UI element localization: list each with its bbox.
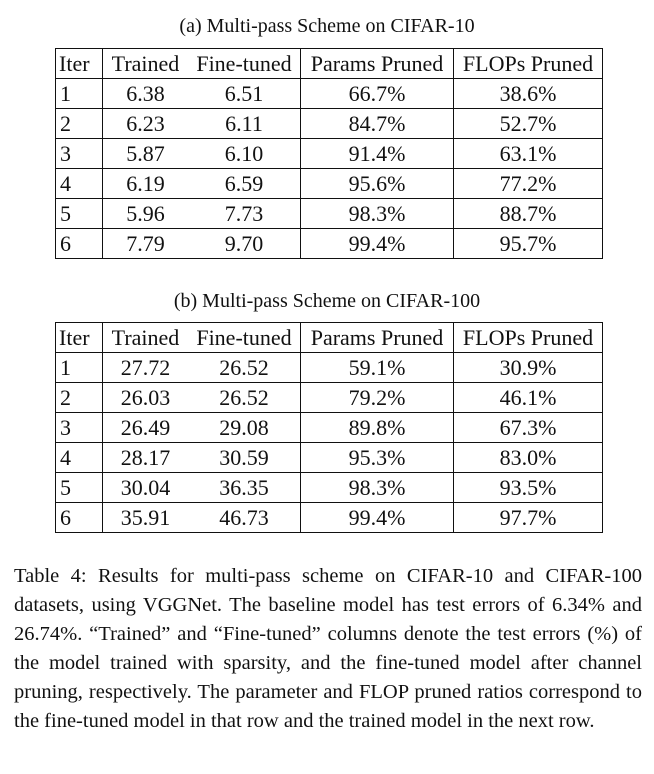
header-flops-pruned: FLOPs Pruned — [454, 49, 603, 79]
cell-flops-pruned: 38.6% — [454, 79, 603, 109]
header-trained: Trained — [103, 49, 189, 79]
cell-flops-pruned: 83.0% — [454, 443, 603, 473]
cell-trained: 6.23 — [103, 109, 189, 139]
cell-fine-tuned: 9.70 — [188, 229, 301, 259]
cell-params-pruned: 59.1% — [301, 353, 454, 383]
cell-fine-tuned: 6.51 — [188, 79, 301, 109]
cell-params-pruned: 98.3% — [301, 199, 454, 229]
table-row — [56, 79, 603, 109]
table-row — [56, 383, 603, 413]
cell-fine-tuned: 46.73 — [188, 503, 301, 533]
header-fine-tuned: Fine-tuned — [188, 49, 301, 79]
header-flops-pruned: FLOPs Pruned — [454, 323, 603, 353]
table-row — [56, 473, 603, 503]
cell-params-pruned: 89.8% — [301, 413, 454, 443]
cell-iter: 2 — [56, 109, 103, 139]
table-a-caption: (a) Multi-pass Scheme on CIFAR-10 — [179, 15, 475, 37]
cell-params-pruned: 84.7% — [301, 109, 454, 139]
cell-iter: 1 — [56, 79, 103, 109]
cell-iter: 4 — [56, 169, 103, 199]
cell-params-pruned: 79.2% — [301, 383, 454, 413]
cell-flops-pruned: 63.1% — [454, 139, 603, 169]
table-b-caption: (b) Multi-pass Scheme on CIFAR-100 — [173, 290, 481, 312]
cell-flops-pruned: 52.7% — [454, 109, 603, 139]
table-row — [56, 503, 603, 533]
cell-iter: 6 — [56, 503, 103, 533]
cell-iter: 3 — [56, 139, 103, 169]
header-params-pruned: Params Pruned — [301, 323, 454, 353]
cell-fine-tuned: 6.11 — [188, 109, 301, 139]
cell-params-pruned: 98.3% — [301, 473, 454, 503]
header-iter: Iter — [56, 323, 103, 353]
header-fine-tuned: Fine-tuned — [188, 323, 301, 353]
table-header-row — [56, 49, 603, 79]
cell-flops-pruned: 77.2% — [454, 169, 603, 199]
cell-fine-tuned: 30.59 — [188, 443, 301, 473]
cell-trained: 6.19 — [103, 169, 189, 199]
cell-fine-tuned: 6.59 — [188, 169, 301, 199]
cell-iter: 2 — [56, 383, 103, 413]
cell-trained: 5.87 — [103, 139, 189, 169]
table-row — [56, 443, 603, 473]
cell-trained: 7.79 — [103, 229, 189, 259]
cell-flops-pruned: 95.7% — [454, 229, 603, 259]
cell-flops-pruned: 97.7% — [454, 503, 603, 533]
cell-trained: 28.17 — [103, 443, 189, 473]
header-trained: Trained — [103, 323, 189, 353]
cell-iter: 3 — [56, 413, 103, 443]
table-row — [56, 413, 603, 443]
header-params-pruned: Params Pruned — [301, 49, 454, 79]
table-row — [56, 139, 603, 169]
cell-fine-tuned: 6.10 — [188, 139, 301, 169]
cell-params-pruned: 95.6% — [301, 169, 454, 199]
cell-iter: 4 — [56, 443, 103, 473]
cell-trained: 26.49 — [103, 413, 189, 443]
header-iter: Iter — [56, 49, 103, 79]
cell-iter: 5 — [56, 473, 103, 503]
cell-flops-pruned: 93.5% — [454, 473, 603, 503]
table-row — [56, 169, 603, 199]
cell-iter: 1 — [56, 353, 103, 383]
cell-params-pruned: 95.3% — [301, 443, 454, 473]
cell-flops-pruned: 88.7% — [454, 199, 603, 229]
cell-fine-tuned: 26.52 — [188, 383, 301, 413]
cell-trained: 5.96 — [103, 199, 189, 229]
cell-flops-pruned: 46.1% — [454, 383, 603, 413]
cell-trained: 6.38 — [103, 79, 189, 109]
cell-fine-tuned: 7.73 — [188, 199, 301, 229]
table-row — [56, 353, 603, 383]
cell-flops-pruned: 67.3% — [454, 413, 603, 443]
cell-fine-tuned: 26.52 — [188, 353, 301, 383]
cell-fine-tuned: 29.08 — [188, 413, 301, 443]
cell-fine-tuned: 36.35 — [188, 473, 301, 503]
table-cifar100 — [55, 322, 603, 533]
table-row — [56, 109, 603, 139]
cell-flops-pruned: 30.9% — [454, 353, 603, 383]
table-caption: Table 4: Results for multi-pass scheme on CIFAR-10 and CIFAR-100 datasets, using VGGNet. The baseline model has test errors of 6.34% and 26.74%. “Trained” and “Fine-tuned” columns denote the test errors (%) of the model trained with sparsity, and the fine-tuned model after channel pruning, respectively. The parameter and FLOP pruned ratios correspond to the fine-tuned model in that row and the trained model in the next row. — [14, 565, 642, 732]
table-row — [56, 199, 603, 229]
cell-params-pruned: 66.7% — [301, 79, 454, 109]
table-header-row — [56, 323, 603, 353]
cell-params-pruned: 99.4% — [301, 503, 454, 533]
cell-iter: 5 — [56, 199, 103, 229]
cell-params-pruned: 91.4% — [301, 139, 454, 169]
table-row — [56, 229, 603, 259]
cell-iter: 6 — [56, 229, 103, 259]
table-cifar10 — [55, 48, 603, 259]
cell-trained: 26.03 — [103, 383, 189, 413]
cell-params-pruned: 99.4% — [301, 229, 454, 259]
cell-trained: 27.72 — [103, 353, 189, 383]
cell-trained: 30.04 — [103, 473, 189, 503]
cell-trained: 35.91 — [103, 503, 189, 533]
